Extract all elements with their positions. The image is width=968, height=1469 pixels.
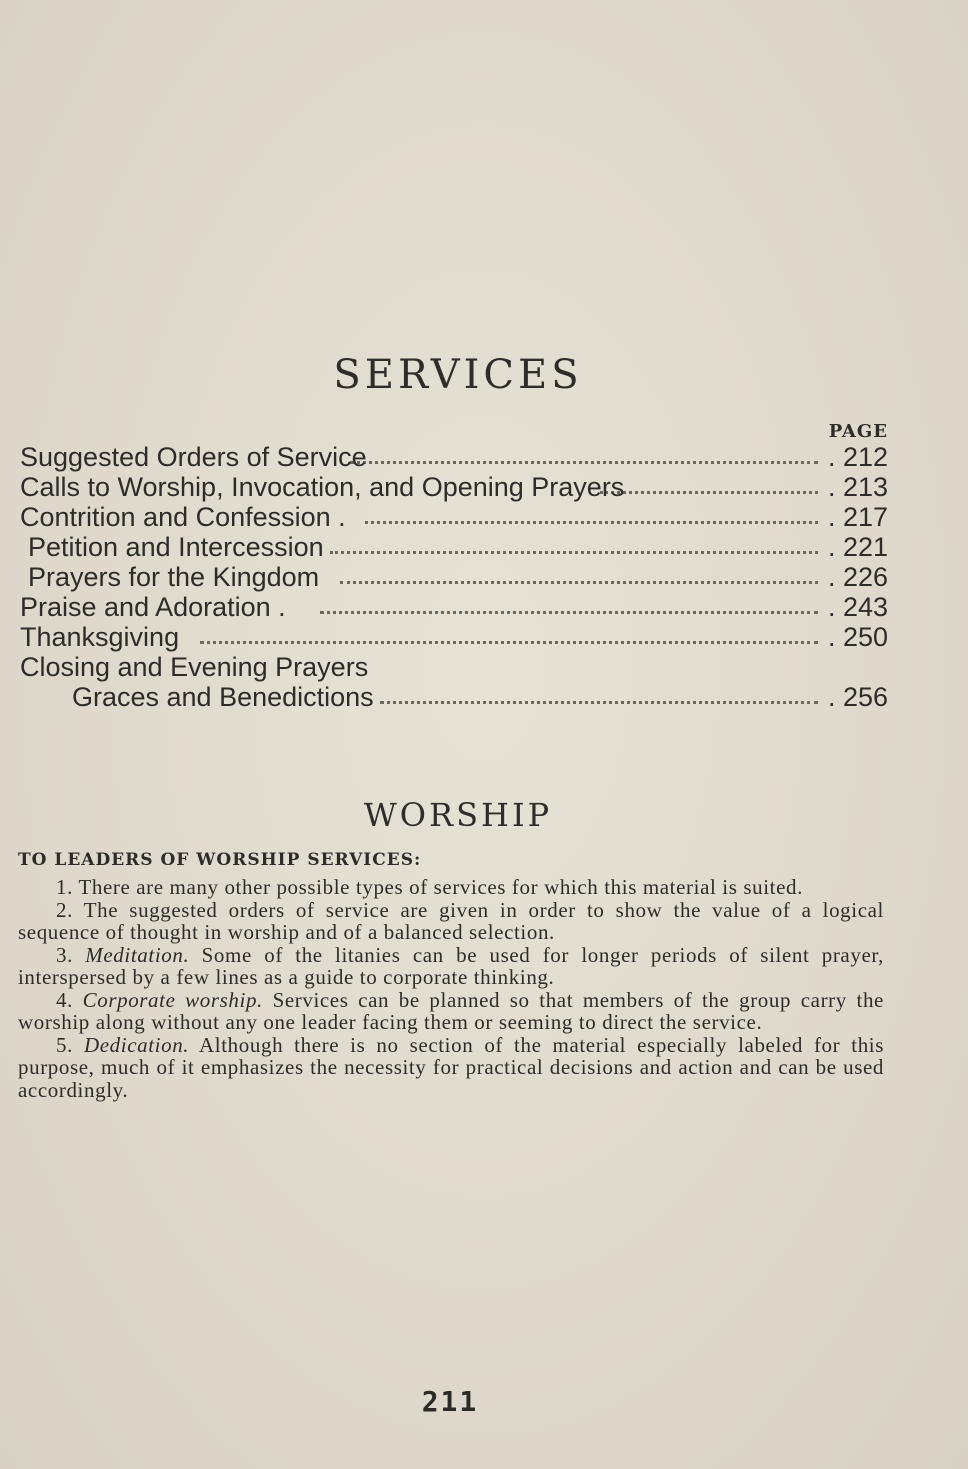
table-of-contents — [20, 442, 888, 712]
toc-entry-title: Thanksgiving — [20, 622, 180, 652]
letter-heading: TO LEADERS OF WORSHIP SERVICES: — [18, 850, 422, 870]
page-number: 211 — [421, 1385, 479, 1418]
note-paragraph — [18, 989, 884, 1034]
toc-entry-title: Graces and Benedictions — [72, 682, 374, 712]
services-heading: SERVICES — [333, 352, 583, 398]
page-column-label: PAGE — [828, 421, 888, 442]
toc-entry-page: . 256 — [827, 682, 888, 712]
note-term: Dedication. — [83, 1032, 190, 1057]
toc-entry-page: . 243 — [827, 592, 888, 622]
toc-entry — [20, 562, 888, 592]
dot-leader — [200, 641, 818, 644]
note-paragraph — [18, 1034, 884, 1102]
toc-entry — [20, 622, 888, 652]
toc-entry — [20, 502, 888, 532]
note-paragraph — [18, 944, 884, 989]
note-paragraph — [18, 876, 884, 899]
toc-entry — [20, 592, 888, 622]
toc-entry-page: . 217 — [827, 502, 888, 532]
worship-heading: WORSHIP — [363, 796, 553, 834]
dot-leader — [600, 491, 818, 494]
worship-notes — [18, 876, 884, 1101]
toc-entry — [20, 472, 888, 502]
dot-leader — [340, 581, 818, 584]
dot-leader — [330, 551, 818, 554]
toc-entry-title: Calls to Worship, Invocation, and Opening Prayers — [20, 472, 625, 502]
note-term: Meditation. — [85, 942, 190, 967]
note-text: Services can be planned so that members of the group carry the worship along without any one leader facing them or seeming to direct the service. — [18, 987, 884, 1034]
note-paragraph — [18, 899, 884, 944]
dot-leader — [380, 701, 818, 704]
toc-entry-title: Contrition and Confession . — [20, 502, 346, 532]
note-text: Some of the litanies can be used for longer periods of silent prayer, interspersed by a few lines as a guide to corporate thinking. — [18, 942, 884, 989]
note-text: There are many other possible types of services for which this material is suited. — [78, 875, 803, 899]
toc-entry-page: . 212 — [827, 442, 888, 472]
note-text: The suggested orders of service are given in order to show the value of a logical sequence of thought in worship and of a balanced selection. — [18, 897, 884, 944]
toc-entry — [20, 652, 888, 682]
toc-entry-page: . 221 — [827, 532, 888, 562]
toc-entry-page: . 213 — [827, 472, 888, 502]
toc-entry — [20, 682, 888, 712]
toc-entry-title: Prayers for the Kingdom — [28, 562, 320, 592]
toc-entry-page: . 226 — [827, 562, 888, 592]
toc-entry-title: Petition and Intercession — [28, 532, 324, 562]
dot-leader — [365, 521, 818, 524]
toc-entry-title: Closing and Evening Prayers — [20, 652, 369, 682]
note-term: Corporate worship. — [82, 987, 263, 1012]
note-number: 5. — [56, 1032, 73, 1057]
note-text: Although there is no section of the material especially labeled for this purpose, much of it emphasizes the necessity for practical decisions and action and can be used accordingly. — [18, 1032, 884, 1102]
dot-leader — [320, 611, 818, 614]
toc-entry-title: Praise and Adoration . — [20, 592, 286, 622]
note-number: 3. — [56, 942, 73, 967]
note-number: 1. — [56, 875, 73, 899]
toc-entry — [20, 442, 888, 472]
note-number: 2. — [56, 897, 73, 922]
toc-entry-title: Suggested Orders of Service — [20, 442, 367, 472]
toc-entry-page: . 250 — [827, 622, 888, 652]
note-number: 4. — [56, 987, 73, 1012]
toc-entry — [20, 532, 888, 562]
dot-leader — [350, 461, 818, 464]
